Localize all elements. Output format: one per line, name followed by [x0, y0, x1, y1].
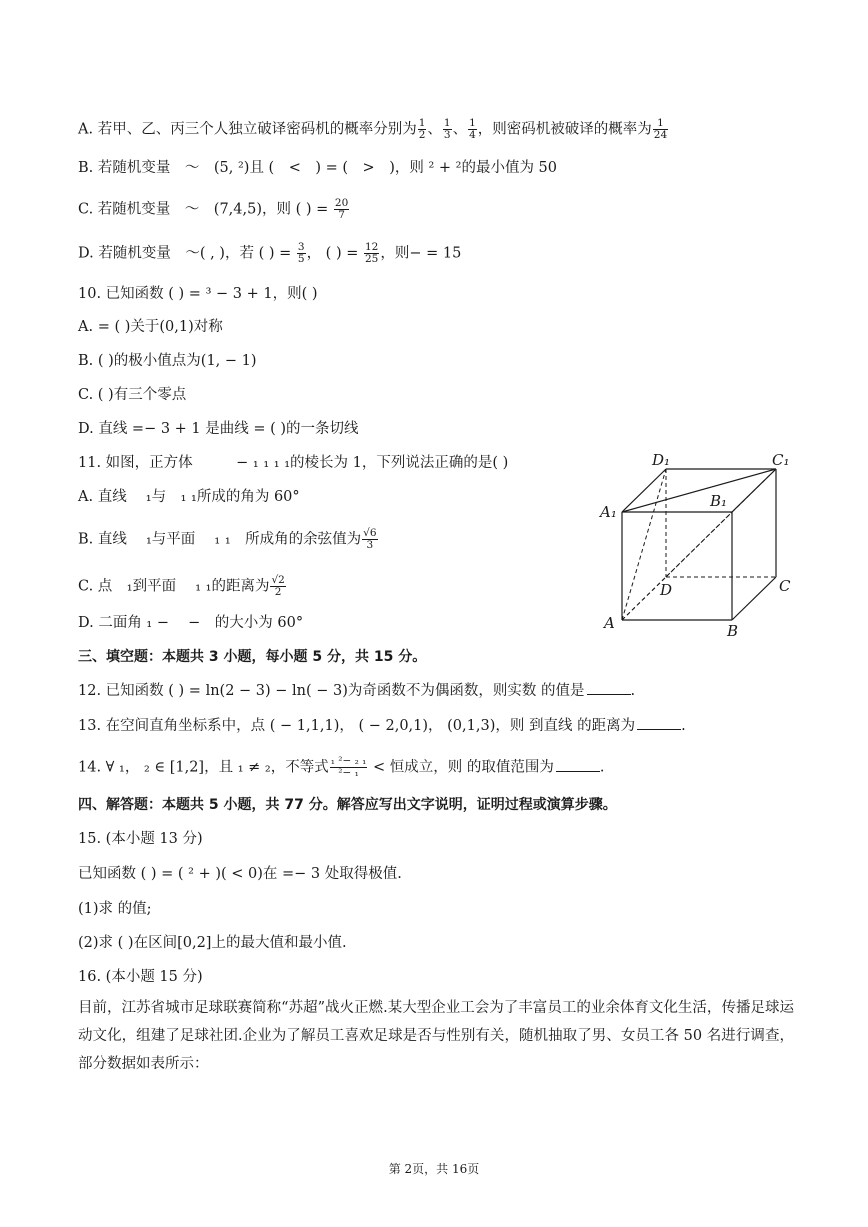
fraction: $\frac{12}{25}$ — [364, 241, 379, 265]
answer-blank — [637, 729, 681, 730]
label-d: D — [660, 581, 673, 599]
q10-stem: 10. 已知函数 ( ) = ³ − 3 + 1，则( ) — [78, 286, 318, 302]
q9-option-d: D. 若随机变量 ～( , )，若 ( ) = $\frac{3}{5}$ ， ( ) = $\frac{12}{25}$ ，则− = 15 — [78, 241, 462, 265]
q16-head: 16. (本小题 15 分) — [78, 969, 203, 985]
q15-part-2: (2)求 ( )在区间[0,2]上的最大值和最小值. — [78, 935, 347, 951]
fraction: $\frac{√2}{2}$ — [271, 574, 285, 598]
label-b1: B₁ — [710, 492, 728, 510]
answer-blank — [556, 771, 600, 772]
fraction: $\frac{\text{₁ ²− ₂ ₁}}{\text{²− ₁}}$ — [330, 755, 367, 779]
fraction: $\frac{1}{4}$ — [469, 117, 476, 141]
edge-bc — [732, 577, 776, 620]
fraction: $\frac{3}{5}$ — [297, 241, 305, 265]
q13: 13. 在空间直角坐标系中，点 ( − 1,1,1)， ( − 2,0,1)， (0,1,3)，则 到直线 的距离为 . — [78, 718, 686, 734]
q15-stem: 已知函数 ( ) = ( ² + )( < 0)在 =− 3 处取得极值. — [78, 866, 402, 882]
q15-head: 15. (本小题 13 分) — [78, 831, 203, 847]
q16-paragraph: 目前，江苏省城市足球联赛简称“苏超”战火正燃.某大型企业工会为了丰富员工的业余体育文化生活，传播足球运动文化，组建了足球社团.企业为了解员工喜欢足球是否与性别有关，随机抽取了男、女员工各 50 名进行调查，部分数据如表所示： — [78, 1000, 794, 1072]
label-c1: C₁ — [772, 451, 790, 469]
cube-figure — [596, 448, 796, 640]
fraction: $\frac{1}{24}$ — [653, 117, 668, 141]
q10-option-b: B. ( )的极小值点为(1, − 1) — [78, 353, 257, 369]
q11-option-c: C. 点 ₁到平面 ₁ ₁的距离为 $\frac{√2}{2}$ — [78, 574, 285, 598]
q9-option-b: B. 若随机变量 ～ (5, ²)且 ( < ) = ( > )，则 ² + ²的最小值为 50 — [78, 160, 558, 176]
fraction: $\frac{20}{7}$ — [334, 197, 349, 221]
section-4-title: 四、解答题：本题共 5 小题，共 77 分。解答应写出文字说明，证明过程或演算步骤。 — [78, 797, 617, 813]
diag-a1c1 — [622, 469, 776, 512]
diag-ac1 — [622, 469, 776, 620]
label-a: A — [604, 614, 615, 632]
page-footer: 第 2页，共 16页 — [388, 1162, 480, 1176]
q10-option-d: D. 直线 =− 3 + 1 是曲线 = ( )的一条切线 — [78, 421, 359, 437]
q10-option-a: A. = ( )关于(0,1)对称 — [78, 319, 223, 335]
q12: 12. 已知函数 ( ) = ln(2 − 3) − ln( − 3)为奇函数不为偶函数，则实数 的值是 . — [78, 683, 636, 699]
label-c: C — [779, 577, 791, 595]
fraction: $\frac{1}{3}$ — [443, 117, 451, 141]
q15-part-1: (1)求 的值; — [78, 901, 152, 917]
q10-option-c: C. ( )有三个零点 — [78, 387, 187, 403]
label-b: B — [727, 622, 739, 640]
q11-option-b: B. 直线 ₁与平面 ₁ ₁ 所成角的余弦值为 $\frac{√6}{3}$ — [78, 527, 377, 551]
label-d1: D₁ — [652, 451, 671, 469]
q11-stem: 11. 如图，正方体 − ₁ ₁ ₁ ₁的棱长为 1，下列说法正确的是( ) — [78, 455, 509, 471]
q11-option-d: D. 二面角 ₁ − − 的大小为 60° — [78, 615, 304, 631]
q9-option-c: C. 若随机变量 ～ (7,4,5)，则 ( ) = $\frac{20}{7}$ — [78, 197, 349, 221]
q9-option-a: A. 若甲、乙、丙三个人独立破译密码机的概率分别为 $\frac{1}{2}$ 、 $\frac{1}{3}$ 、 $\frac{1}{4}$ ，则密码机被破译的概率为 $\frac{1}{24}$ — [78, 117, 668, 141]
section-3-title: 三、填空题：本题共 3 小题，每小题 5 分，共 15 分。 — [78, 649, 427, 665]
fraction: $\frac{√6}{3}$ — [363, 527, 377, 551]
q14: 14. ∀ ₁， ₂ ∈ [1,2]，且 ₁ ≠ ₂，不等式 $\frac{\text{₁ ²− ₂ ₁}}{\text{²− ₁}}$ < 恒成立，则 的取值范围为 . — [78, 755, 605, 779]
answer-blank — [587, 694, 631, 695]
label-a1: A₁ — [600, 503, 617, 521]
fraction: $\frac{1}{2}$ — [418, 117, 426, 141]
q11-option-a: A. 直线 ₁与 ₁ ₁所成的角为 60° — [78, 489, 300, 505]
